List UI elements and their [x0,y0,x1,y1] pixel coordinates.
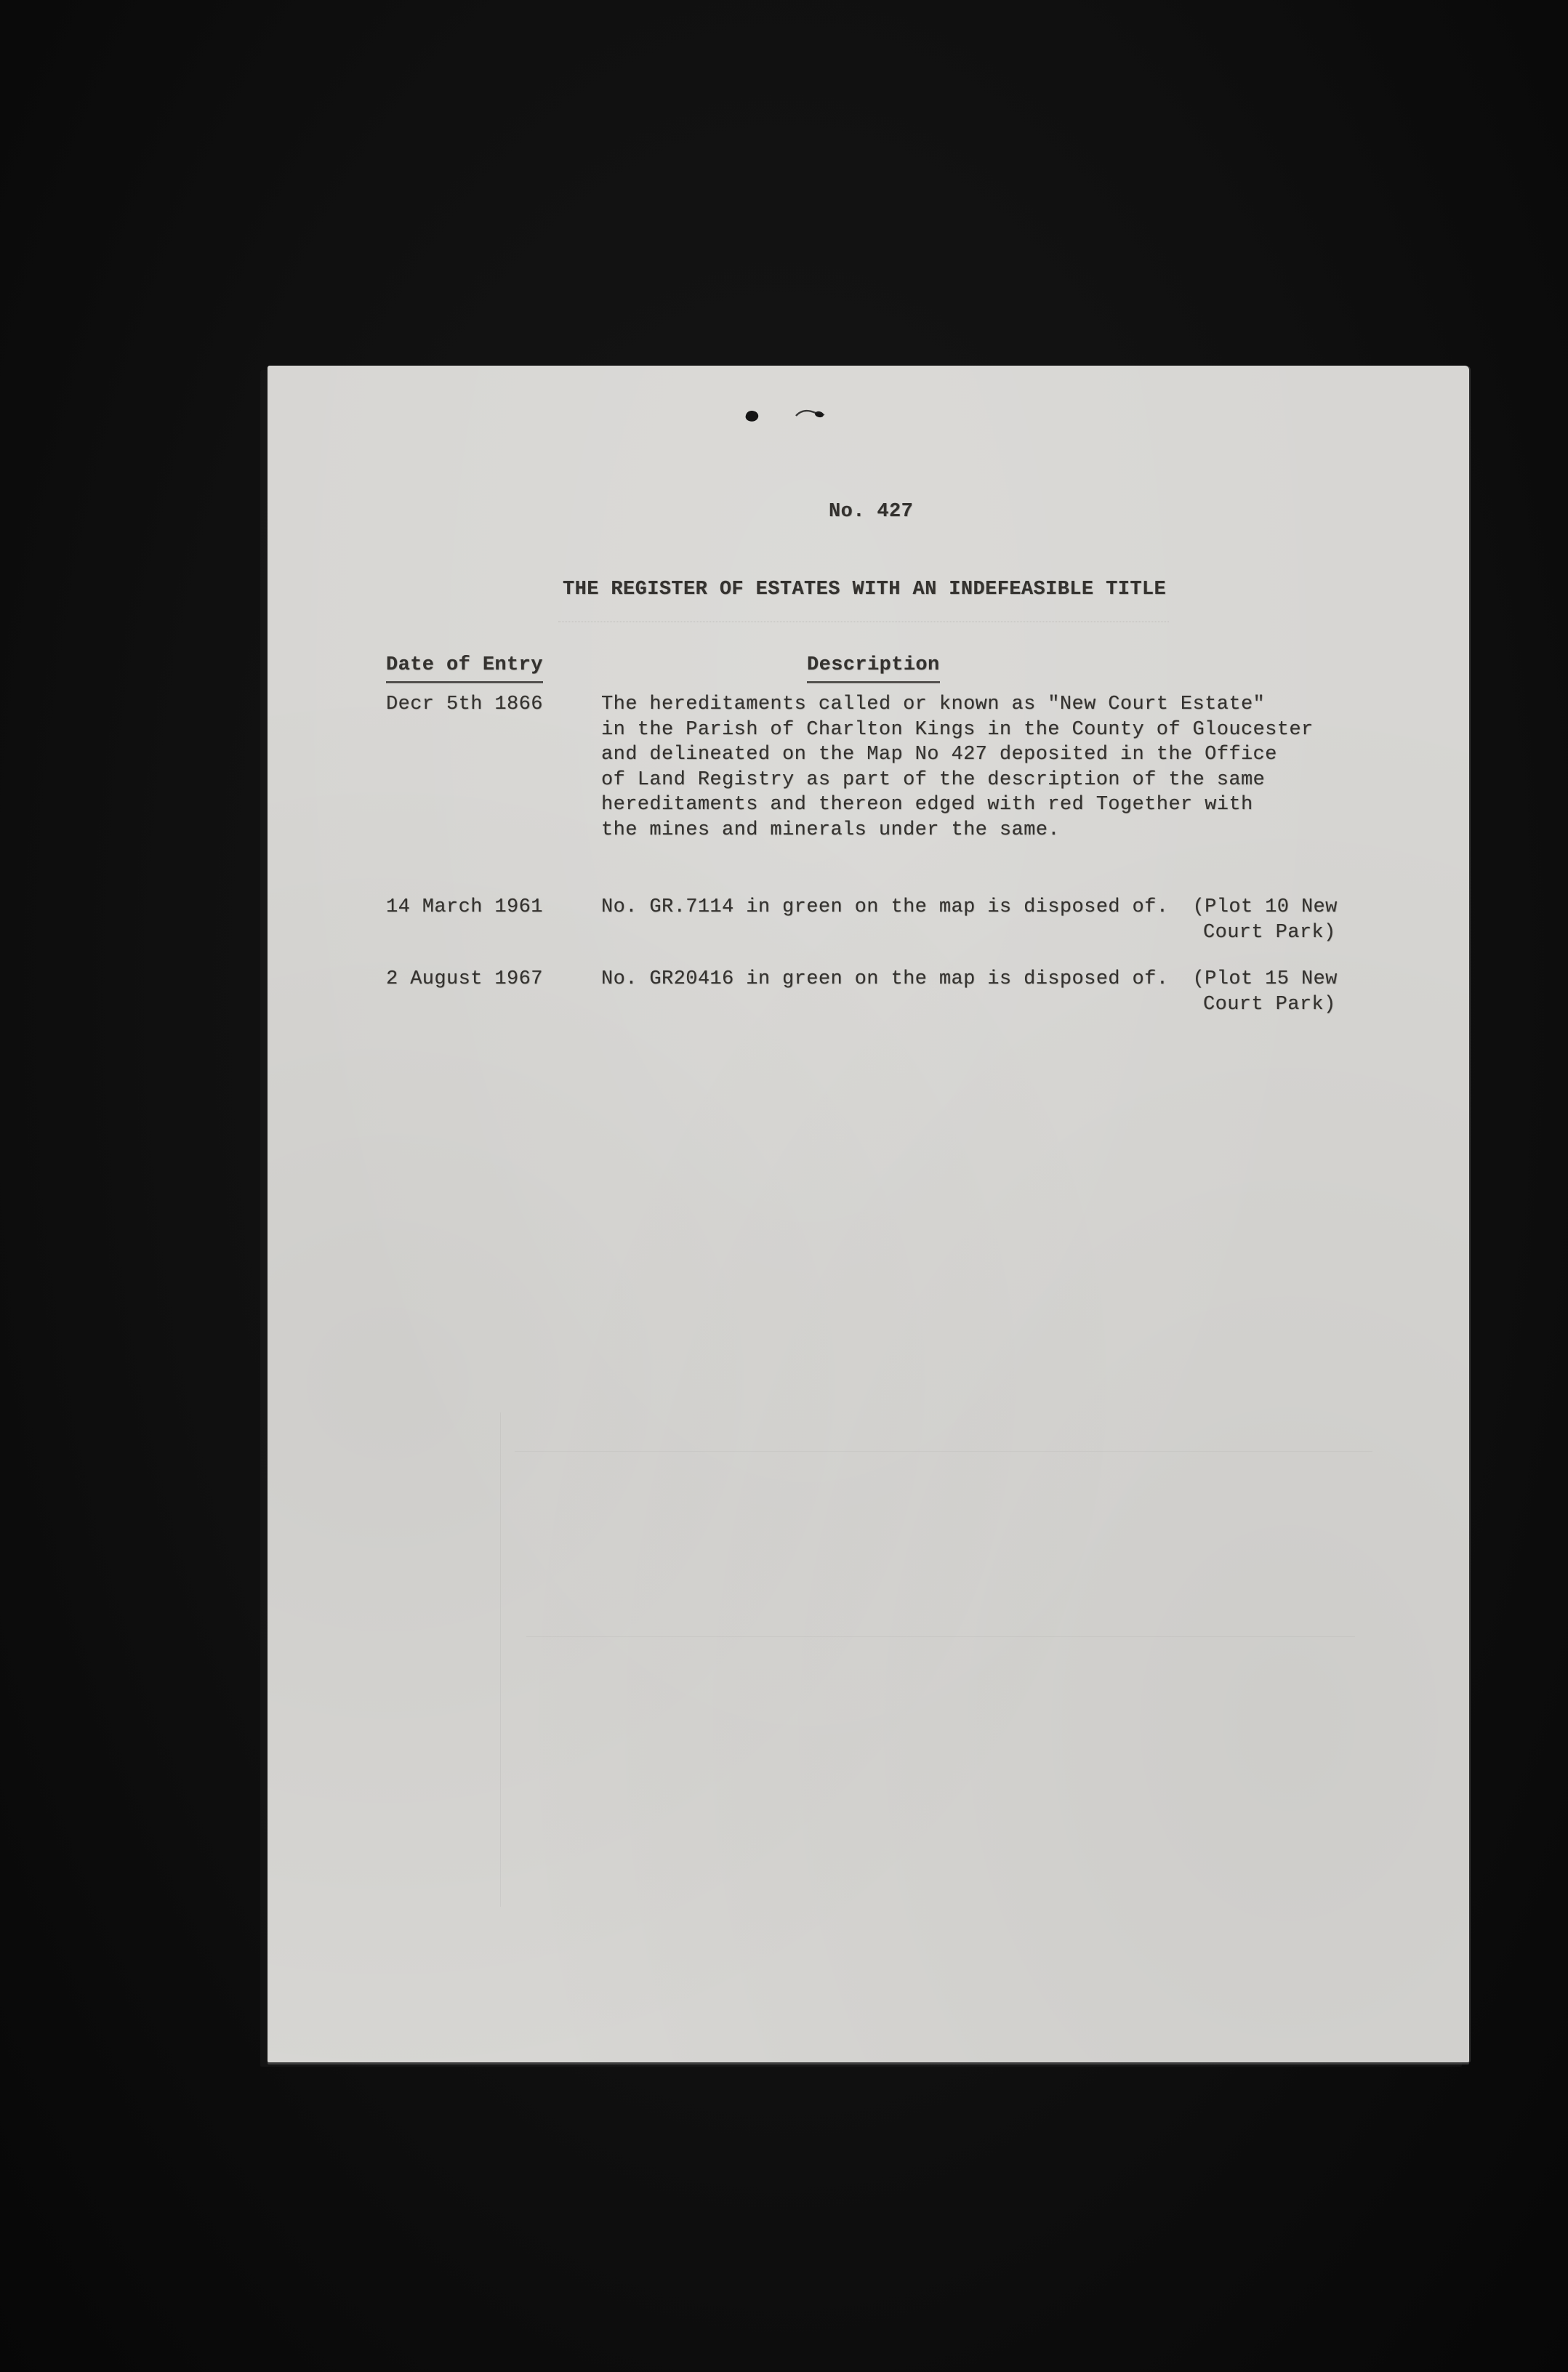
entry-description-line: of Land Registry as part of the description of the same [601,768,1266,791]
entry-description-line: hereditaments and thereon edged with red Together with [601,794,1253,816]
paper-crease [526,1636,1355,1637]
entry-description-line: the mines and minerals under the same. [601,819,1060,841]
document-number: No. 427 [829,501,914,523]
page-title: THE REGISTER OF ESTATES WITH AN INDEFEASIBLE TITLE [563,579,1167,600]
document-page [268,366,1469,2062]
entry-date: Decr 5th 1866 [386,693,543,715]
entry-date: 2 August 1967 [386,968,543,990]
entry-description-line: in the Parish of Charlton Kings in the County of Gloucester [601,718,1314,741]
column-header-date: Date of Entry [386,653,543,683]
ink-dot-mark [744,409,760,424]
entry-description-wrap: Court Park) [1203,921,1336,944]
entry-description-line: and delineated on the Map No 427 deposited in the Office [601,744,1277,765]
entry-date: 14 March 1961 [386,896,543,918]
entry-description-line: No. GR.7114 in green on the map is disposed of. (Plot 10 New [601,896,1338,918]
entry-description-line: No. GR20416 in green on the map is disposed of. (Plot 15 New [601,968,1338,990]
ink-squiggle-mark [795,406,829,422]
paper-crease [500,1412,501,1907]
entry-description-wrap: Court Park) [1203,993,1336,1016]
column-header-description: Description [807,653,940,683]
entry-description-line: The hereditaments called or known as "New Court Estate" [601,693,1266,715]
paper-crease [515,1451,1372,1452]
